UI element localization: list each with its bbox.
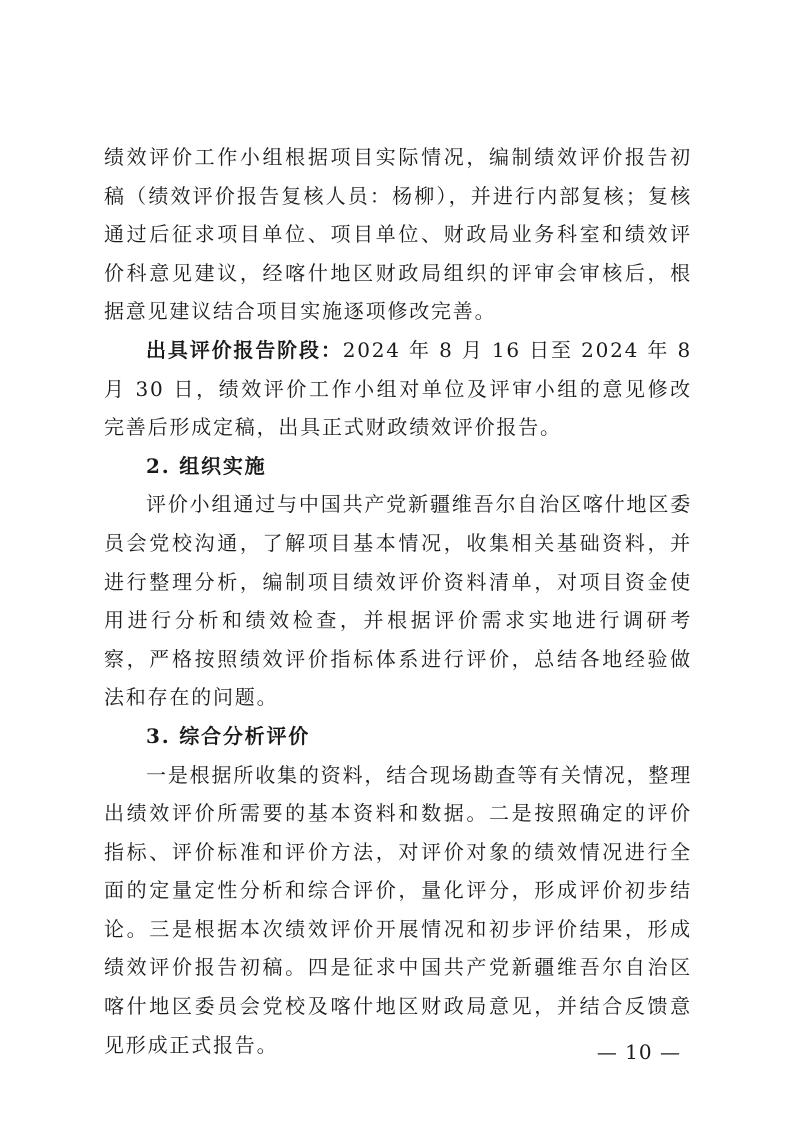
section-heading-analysis: 3. 综合分析评价 bbox=[146, 723, 311, 748]
page-number: — 10 — bbox=[596, 1040, 681, 1064]
paragraph-analysis: 一是根据所收集的资料，结合现场勘查等有关情况，整理出绩效评价所需要的基本资料和数据。二是按照确定的评价指标、评价标准和评价方法，对评价对象的绩效情况进行全面的定量定性分析和综合评价，量化评分，形成评价初步结论。三是根据本次绩效评价开展情况和初步评价结果，形成绩效评价报告初稿。四是征求中国共产党新疆维吾尔自治区喀什地区委员会党校及喀什地区财政局意见，并结合反馈意见形成正式报告。 bbox=[104, 762, 692, 1057]
paragraph-organization: 评价小组通过与中国共产党新疆维吾尔自治区喀什地区委员会党校沟通，了解项目基本情况，收集相关基础资料，并进行整理分析，编制项目绩效评价资料清单，对项目资金使用进行分析和绩效检查，并根据评价需求实地进行调研考察，严格按照绩效评价指标体系进行评价，总结各地经验做法和存在的问题。 bbox=[104, 492, 692, 710]
paragraph-report-drafting: 绩效评价工作小组根据项目实际情况，编制绩效评价报告初稿（绩效评价报告复核人员：杨柳），并进行内部复核；复核通过后征求项目单位、项目单位、财政局业务科室和绩效评价科意见建议，经喀什地区财政局组织的评审会审核后，根据意见建议结合项目实施逐项修改完善。 bbox=[104, 145, 692, 324]
stage-label: 出具评价报告阶段： bbox=[146, 337, 343, 362]
section-heading-organization: 2. 组织实施 bbox=[146, 453, 267, 478]
paragraph-report-issuance bbox=[104, 331, 692, 447]
stage-description: 2024 年 8 月 16 日至 2024 年 8 月 30 日，绩效评价工作小组对单位及评审小组的意见修改完善后形成定稿，出具正式财政绩效评价报告。 bbox=[104, 337, 693, 440]
document-body bbox=[104, 138, 692, 1064]
